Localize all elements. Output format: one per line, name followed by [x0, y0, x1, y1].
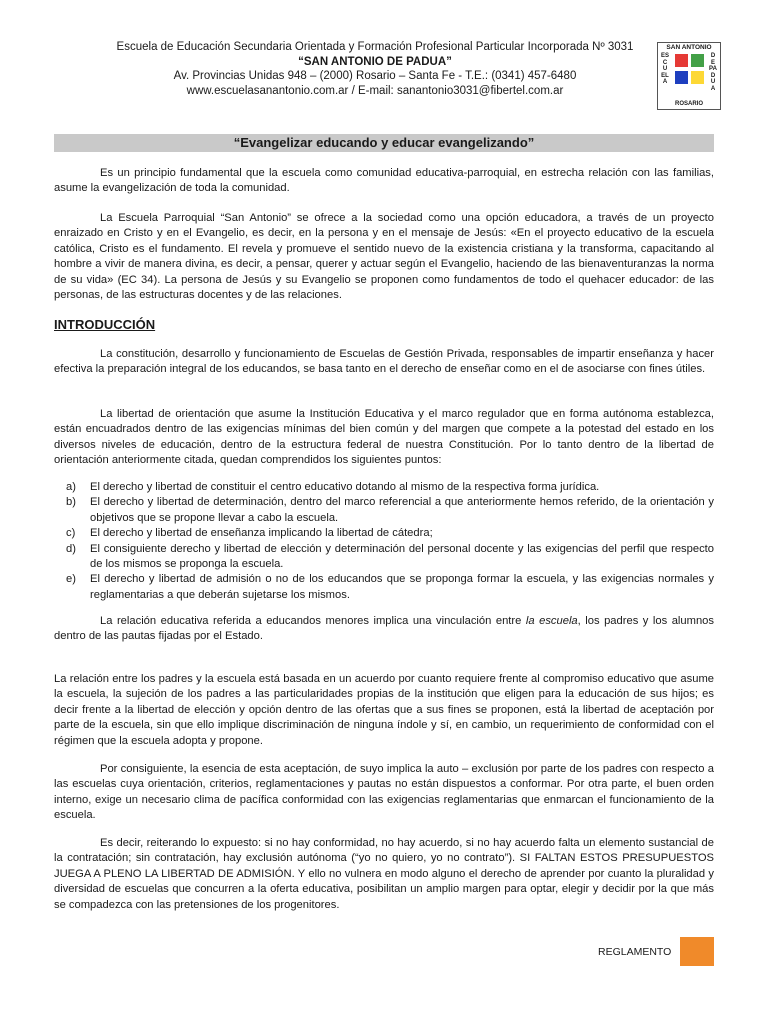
list-item [54, 480, 714, 495]
school-subtitle: “SAN ANTONIO DE PADUA” [298, 55, 452, 68]
list-letter: a) [66, 481, 76, 493]
logo-bottom-text: ROSARIO [674, 101, 703, 107]
logo-left-text: ESCUELA [661, 53, 670, 85]
list-text: El consiguiente derecho y libertad de elección y determinación del personal docente y las exigencias del perfil que respecto de los mismos se proponga la escuela. [90, 542, 714, 571]
logo-yellow-square [691, 71, 704, 84]
school-header [100, 40, 650, 98]
logo-right-text: DE PADUA [709, 53, 717, 92]
closing-paragraph-2: Por consiguiente, la esencia de esta aceptación, de suyo implica la auto – exclusión por parte de los padres con respecto a las escuelas cuya orientación, criterios, reglamentaciones y pautas no están dispuestos a conformar. Por otra parte, el buen orden interno, exige un necesario clima de pacífica conformidad con las exigencias reglamentarias que enmarcan el funcionamiento de la escuela. [54, 763, 714, 822]
list-item [54, 495, 714, 526]
list-letter: c) [66, 527, 76, 540]
relation-text-emphasis: la escuela [525, 615, 578, 627]
list-letter: d) [66, 542, 76, 555]
motto-banner: “Evangelizar educando y educar evangelizando” [54, 134, 714, 152]
relation-text-end: , los padres y los alumnos dentro de las pautas fijadas por el Estado. [54, 615, 714, 643]
section-paragraph-1: La constitución, desarrollo y funcionamiento de Escuelas de Gestión Privada, responsables de impartir enseñanza y hacer efectiva la preparación integral de los educandos, se basa tanto en el derecho de enseñar como en el de asociarse con fines útiles. [54, 348, 714, 376]
list-text: El derecho y libertad de determinación, dentro del marco referencial a que anteriormente hemos referido, de la orientación y objetivos que se propone llevar a cabo la escuela. [90, 496, 714, 524]
list-letter: b) [66, 496, 76, 509]
closing-paragraph-1: La relación entre los padres y la escuela está basada en un acuerdo por cuanto requiere frente al compromiso educativo que asume la escuela, la sujeción de los padres a las particularidades propias de la institución que eligen para la educación de sus hijos; es decir frente a la libertad de elección y opción dentro de las ofertas que a sus fines se proponen, está la libertad de aceptación por parte de la escuela, sin que ello implique discriminación de ninguna índole y sí, en cambio, un requerimiento de conformidad con el régimen que la escuela adopta y propone. [54, 673, 714, 747]
school-contact: www.escuelasanantonio.com.ar / E-mail: sanantonio3031@fibertel.com.ar [186, 84, 564, 97]
rights-list [54, 480, 714, 603]
logo-blue-square [675, 71, 688, 84]
list-item [54, 526, 714, 541]
school-name: Escuela de Educación Secundaria Orientada y Formación Profesional Particular Incorporada Nº 3031 [116, 41, 634, 53]
logo-top-text: SAN ANTONIO [666, 44, 712, 51]
list-item [54, 542, 714, 573]
list-item [54, 572, 714, 603]
intro-paragraph-1: Es un principio fundamental que la escuela como comunidad educativa-parroquial, en estrecha relación con las familias, asume la evangelización de toda la comunidad. [54, 167, 714, 195]
relation-paragraph [54, 614, 714, 645]
list-letter: e) [66, 573, 76, 586]
list-text: El derecho y libertad de constituir el centro educativo dotando al mismo de la respectiva forma jurídica. [90, 481, 600, 493]
school-logo [657, 42, 721, 110]
list-text: El derecho y libertad de enseñanza implicando la libertad de cátedra; [90, 527, 433, 540]
footer-label: REGLAMENTO [598, 946, 672, 958]
logo-green-square [691, 54, 704, 67]
school-address: Av. Provincias Unidas 948 – (2000) Rosario – Santa Fe - T.E.: (0341) 457-6480 [173, 70, 577, 82]
section-heading: INTRODUCCIÓN [54, 317, 156, 332]
section-paragraph-2: La libertad de orientación que asume la Institución Educativa y el marco regulador que en forma autónoma establezca, están encuadrados dentro de las exigencias mínimas del bien común y del margen que compete a la potestad del estado en los diversos niveles de educación, dentro de la estructura federal de nuestra Constitución. Por lo tanto dentro de la libertad de orientación anteriormente citada, quedan comprendidos los siguientes puntos: [54, 408, 714, 467]
intro-paragraph-2: La Escuela Parroquial “San Antonio” se ofrece a la sociedad como una opción educadora, a través de un proyecto enraizado en Cristo y en el Evangelio, es decir, en la persona y en el mensaje de Jesús: «En el proyecto educativo de la escuela católica, Cristo es el fundamento. El revela y promueve el sentido nuevo de la existencia cristiana y la transforma, capacitando al hombre a vivir de manera divina, es decir, a pensar, querer y actuar según el Evangelio, haciendo de las bienaventuranzas la norma de su vida» (EC 34). La persona de Jesús y su Evangelio se proponen como fundamentos de todo el quehacer educador: de las personas, de las estructuras docentes y de las relaciones. [54, 212, 714, 302]
relation-text-start: La relación educativa referida a educandos menores implica una vinculación entre [100, 615, 526, 627]
logo-red-square [675, 54, 688, 67]
list-text: El derecho y libertad de admisión o no de los educandos que se proponga formar la escuela, y las exigencias normales y reglamentarias a que deberán sujetarse los mismos. [90, 573, 714, 601]
footer-accent-square [680, 937, 714, 966]
closing-paragraph-3: Es decir, reiterando lo expuesto: si no hay conformidad, no hay acuerdo, si no hay acuerdo falta un elemento sustancial de la contratación; sin contratación, hay exclusión autónoma (“yo no quiero, yo no contrato”). SI FALTAN ESTOS PRESUPUESTOS JUEGA A PLENO LA LIBERTAD DE ADMISIÓN. Y ello no vulnera en modo alguno el derecho de aprender por cuanto la pluralidad y diversidad de escuelas que concurren a la oferta educativa, posibilitan un amplio margen para optar, elegir y decidir por la que más se compadezca con las pretensiones de los progenitores. [54, 837, 714, 911]
